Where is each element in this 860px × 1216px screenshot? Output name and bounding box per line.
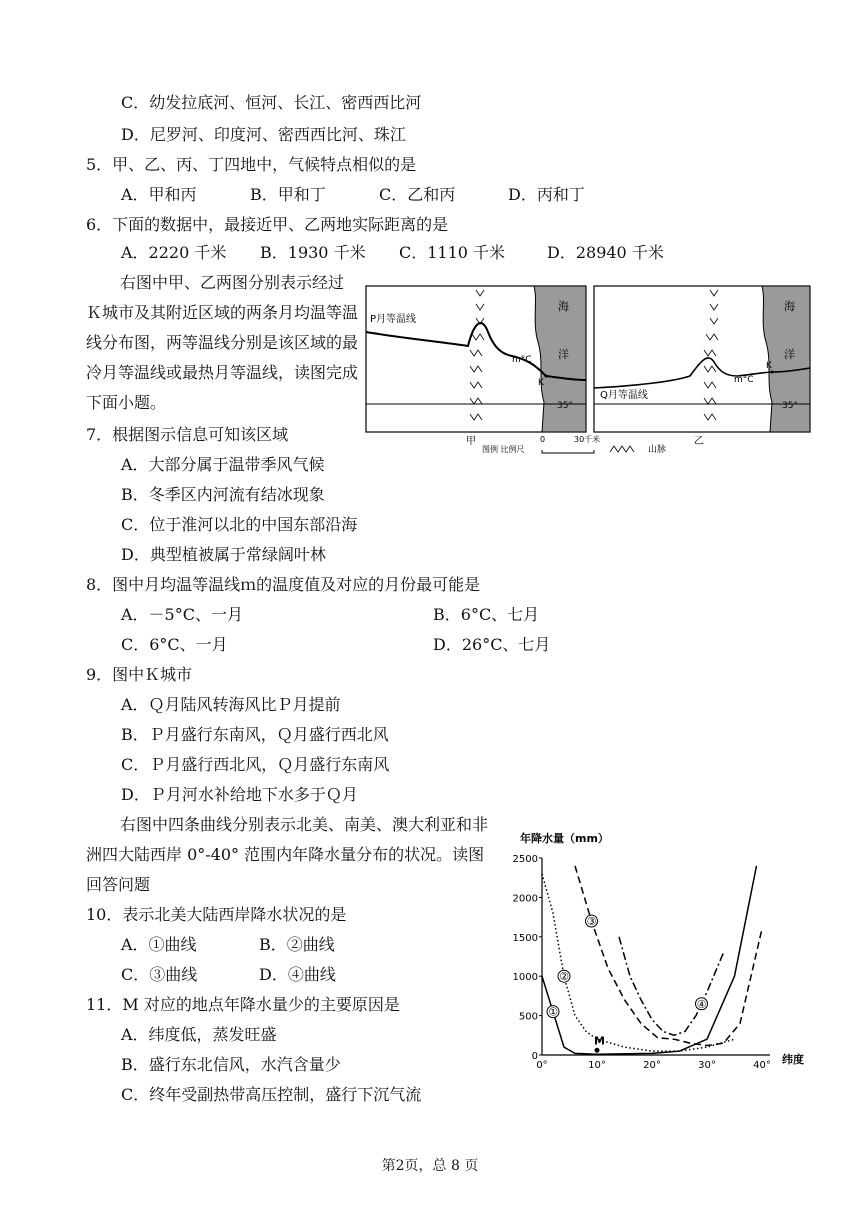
- q11-option-c: C．终年受副热带高压控制，盛行下沉气流: [121, 1085, 422, 1104]
- y-tick-label: 1500: [512, 932, 538, 944]
- q10-option-c: C．③曲线: [121, 965, 198, 984]
- q8-option-b: B．6°C、七月: [433, 605, 540, 624]
- q7-option-d: D．典型植被属于常绿阔叶林: [121, 545, 326, 564]
- q9-stem: 9．图中Ｋ城市: [86, 665, 193, 684]
- q4-option-c: C．幼发拉底河、恒河、长江、密西西比河: [121, 93, 422, 112]
- isotherm-map-figure: [362, 282, 814, 454]
- q6-stem: 6．下面的数据中，最接近甲、乙两地实际距离的是: [86, 215, 449, 234]
- series-label-2: ②: [559, 970, 569, 984]
- x-tick-label: 0°: [536, 1060, 548, 1071]
- q6-option-c: C．1110 千米: [399, 243, 506, 262]
- k-city-marker-right: [771, 371, 774, 374]
- x-tick-label: 20°: [643, 1060, 661, 1071]
- panel-label-yi: 乙: [694, 436, 704, 447]
- scale-bar: [542, 450, 594, 453]
- q5-stem: 5．甲、乙、丙、丁四地中，气候特点相似的是: [86, 155, 417, 174]
- q10-option-a: A．①曲线: [121, 935, 197, 954]
- series-label-4: ④: [696, 997, 707, 1011]
- m-isotherm-label-left: m°C: [512, 355, 532, 365]
- q11-option-b: B．盛行东北信风，水汽含量少: [121, 1055, 341, 1074]
- m-isotherm-label-right: m°C: [734, 375, 754, 385]
- scale-zero-label: 0: [540, 435, 546, 444]
- q5-option-b: B．甲和丁: [250, 185, 326, 204]
- ocean-label-left-bottom: 洋: [558, 348, 569, 361]
- series-line-2: [542, 874, 735, 1051]
- series-label-3: ③: [586, 915, 597, 929]
- q9-option-b: B．Ｐ月盛行东南风，Ｑ月盛行西北风: [121, 725, 389, 744]
- legend-title: 图例 比例尺: [482, 445, 525, 454]
- q11-option-a: A．纬度低，蒸发旺盛: [121, 1025, 277, 1044]
- latitude-label-right: 35°: [782, 401, 798, 411]
- series-line-4: [619, 937, 724, 1036]
- q10-option-b: B．②曲线: [259, 935, 335, 954]
- p-isotherm-label: P月等温线: [370, 314, 417, 325]
- point-m-marker: [595, 1048, 600, 1053]
- q5-option-a: A．甲和丙: [121, 185, 197, 204]
- point-m-label: M: [594, 1034, 605, 1048]
- y-tick-label: 2500: [512, 854, 538, 865]
- q8-option-a: A．－5°C、一月: [121, 605, 243, 624]
- ocean-label-left-top: 海: [558, 300, 569, 313]
- q8-option-d: D．26°C、七月: [433, 635, 551, 654]
- q7-option-a: A．大部分属于温带季风气候: [121, 455, 325, 474]
- latitude-label-left: 35°: [557, 401, 573, 411]
- q6-option-d: D．28940 千米: [547, 243, 664, 262]
- q-isotherm-label: Q月等温线: [600, 390, 648, 401]
- y-tick-label: 500: [518, 1011, 538, 1023]
- q9-option-d: D．Ｐ月河水补给地下水多于Ｑ月: [121, 785, 358, 804]
- q5-option-c: C．乙和丙: [379, 185, 456, 204]
- x-tick-label: 40°: [753, 1060, 771, 1071]
- intro-paragraph-chart: 右图中四条曲线分别表示北美、南美、澳大利亚和非洲四大陆西岸 0°-40° 范围内年降水量分布的状况。读图回答问题: [86, 815, 489, 894]
- mountain-legend-icon: [610, 446, 634, 452]
- scale-end-label: 30千米: [574, 435, 601, 444]
- page-footer: 第2页，总 8 页: [381, 1158, 479, 1174]
- x-tick-label: 30°: [698, 1060, 716, 1071]
- q7-stem: 7．根据图示信息可知该区域: [86, 425, 289, 444]
- chart-ylabel: 年降水量（mm）: [520, 832, 609, 845]
- series-line-1: [542, 866, 757, 1054]
- q10-option-d: D．④曲线: [259, 965, 336, 984]
- q7-option-b: B．冬季区内河流有结冰现象: [121, 485, 325, 504]
- x-tick-label: 10°: [588, 1060, 606, 1071]
- q5-option-d: D．丙和丁: [508, 185, 585, 204]
- k-city-label-right: K: [766, 361, 772, 371]
- q7-option-c: C．位于淮河以北的中国东部沿海: [121, 515, 358, 534]
- q8-option-c: C．6°C、一月: [121, 635, 228, 654]
- y-tick-label: 2000: [512, 893, 538, 905]
- q8-stem: 8．图中月均温等温线ｍ的温度值及对应的月份最可能是: [86, 575, 481, 594]
- y-tick-label: 1000: [512, 972, 538, 984]
- q9-option-a: A．Ｑ月陆风转海风比Ｐ月提前: [121, 695, 341, 714]
- ocean-label-right-bottom: 洋: [784, 348, 795, 361]
- chart-xlabel: 纬度: [782, 1053, 804, 1066]
- precipitation-chart: [500, 828, 820, 1076]
- q6-option-a: A．2220 千米: [121, 243, 227, 262]
- series-line-3: [575, 866, 762, 1046]
- mountain-legend-label: 山脉: [648, 445, 667, 454]
- k-city-marker-left: [545, 375, 548, 378]
- q4-option-d: D．尼罗河、印度河、密西西比河、珠江: [121, 125, 406, 144]
- q10-stem: 10．表示北美大陆西岸降水状况的是: [86, 905, 347, 924]
- intro-paragraph-map: 右图中甲、乙两图分别表示经过Ｋ城市及其附近区域的两条月均温等温线分布图，两等温线分别是该区域的最冷月等温线或最热月等温线，读图完成下面小题。: [86, 273, 359, 412]
- q6-option-b: B．1930 千米: [260, 243, 366, 262]
- panel-label-jia: 甲: [466, 436, 476, 447]
- series-label-1: ①: [548, 1005, 558, 1019]
- y-tick-label: 0: [531, 1051, 538, 1062]
- k-city-label-left: K: [538, 378, 544, 388]
- ocean-label-right-top: 海: [784, 300, 795, 313]
- q9-option-c: C．Ｐ月盛行西北风，Ｑ月盛行东南风: [121, 755, 390, 774]
- q11-stem: 11．M 对应的地点年降水量少的主要原因是: [86, 995, 400, 1014]
